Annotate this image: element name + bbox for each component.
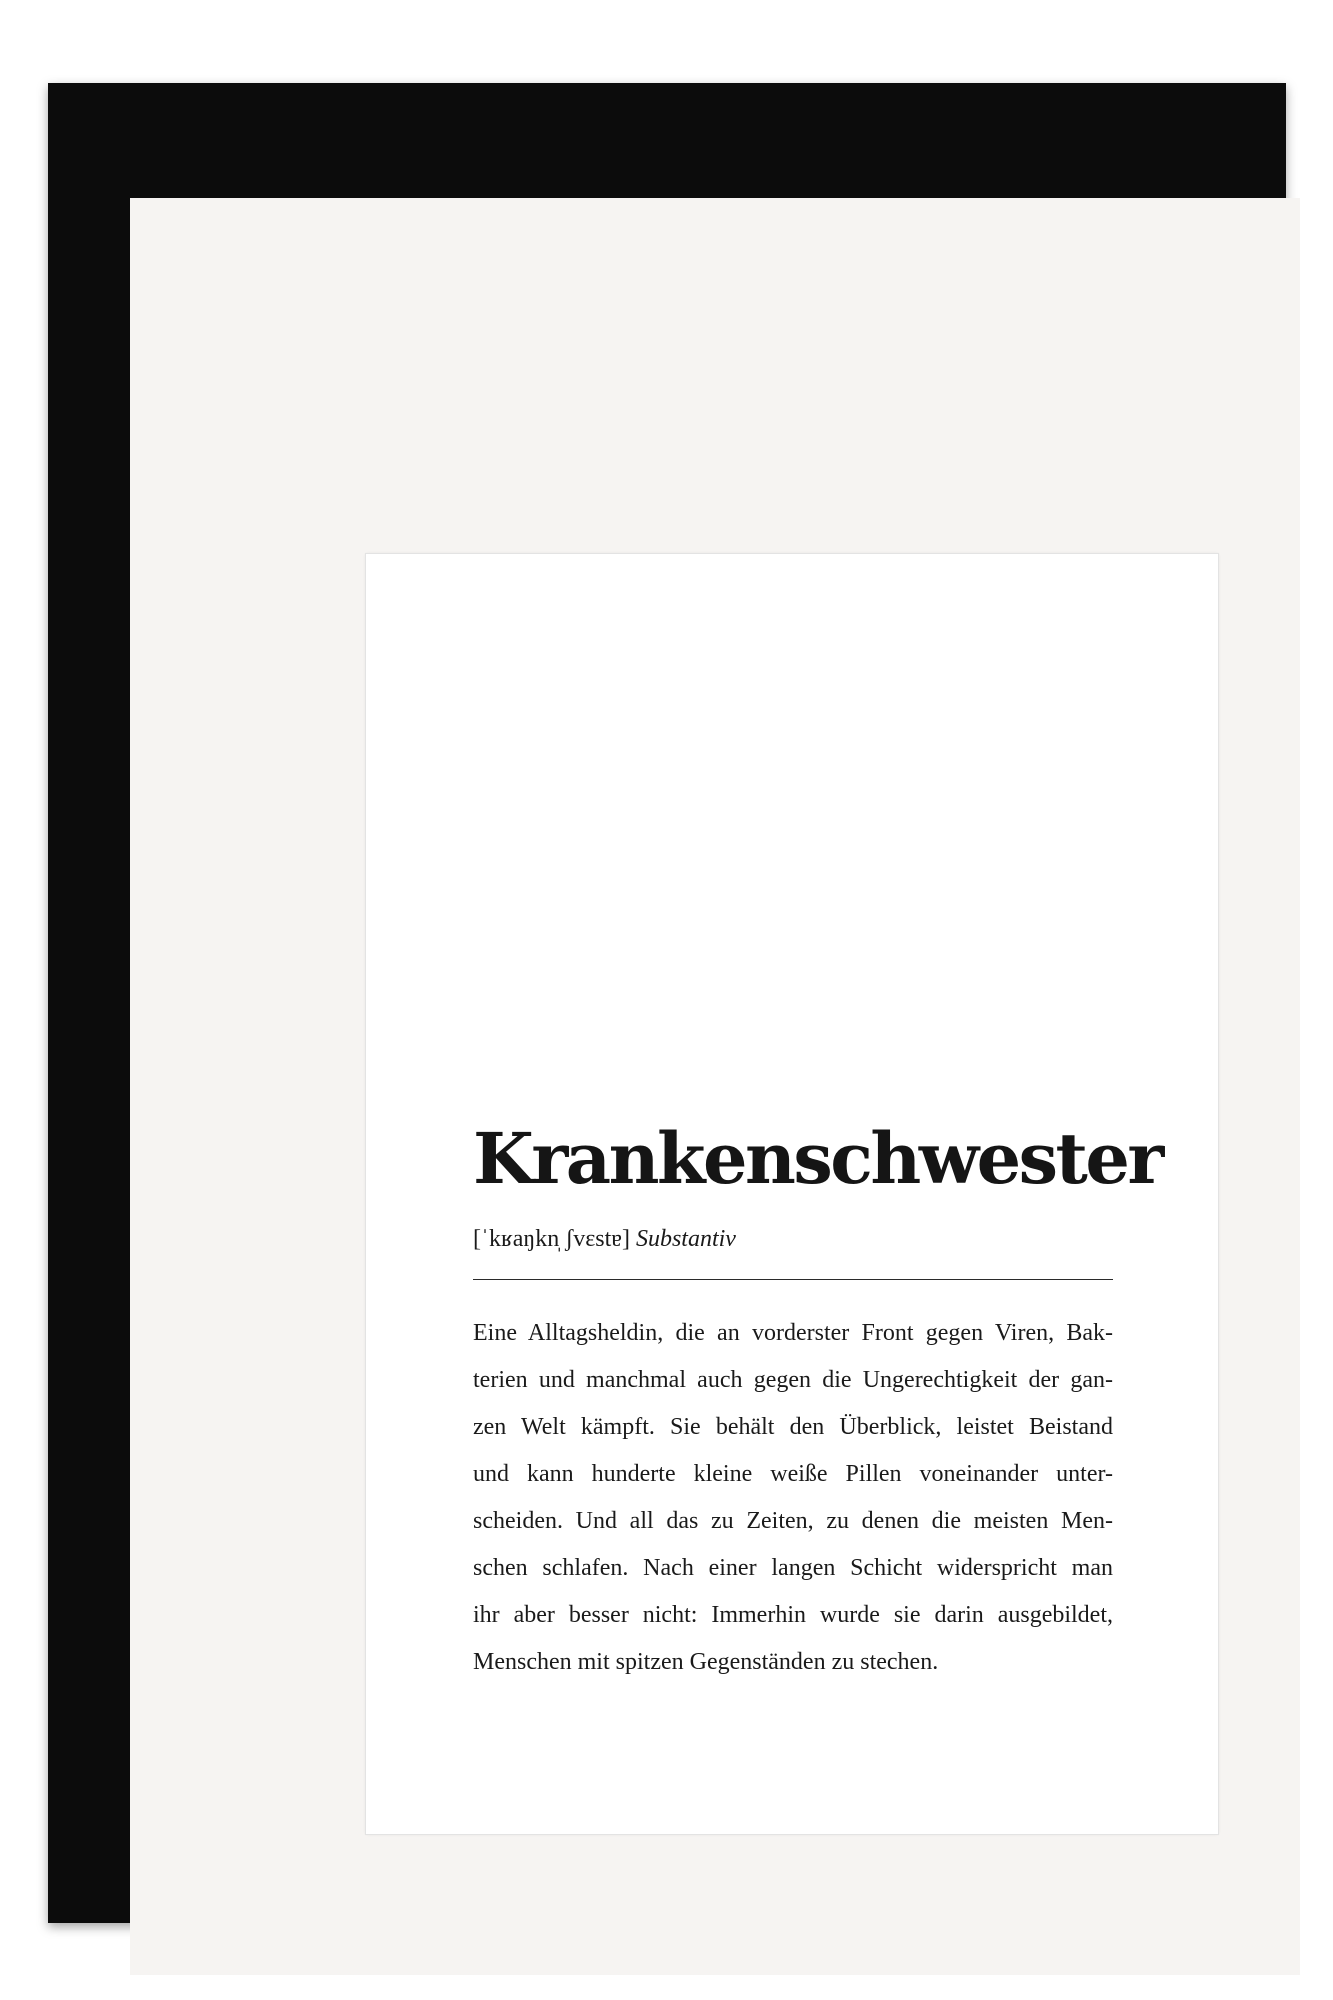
black-picture-frame bbox=[48, 83, 1286, 1923]
definition-print bbox=[366, 554, 1218, 1834]
divider-rule bbox=[473, 1279, 1113, 1280]
definition-line: zen Welt kämpft. Sie behält den Überblick, leistet Beistand bbox=[473, 1414, 1113, 1440]
definition-line: scheiden. Und all das zu Zeiten, zu denen die meisten Men- bbox=[473, 1508, 1113, 1534]
pronunciation: [ˈkʁaŋkn̩ ʃvɛstɐ] bbox=[473, 1226, 630, 1252]
part-of-speech: Substantiv bbox=[635, 1226, 736, 1252]
definition-line: terien und manchmal auch gegen die Ungerechtigkeit der gan- bbox=[473, 1367, 1113, 1393]
definition-line: schen schlafen. Nach einer langen Schicht widerspricht man bbox=[473, 1555, 1113, 1581]
definition-text bbox=[473, 1310, 1113, 1686]
definition-line: ihr aber besser nicht: Immerhin wurde sie darin ausgebildet, bbox=[473, 1602, 1113, 1628]
definition-line: und kann hunderte kleine weiße Pillen voneinander unter- bbox=[473, 1461, 1113, 1487]
passepartout-mat bbox=[130, 198, 1300, 1975]
definition-line: Menschen mit spitzen Gegenständen zu stechen. bbox=[473, 1649, 939, 1675]
pronunciation-line bbox=[473, 1226, 1113, 1253]
definition-block bbox=[473, 1117, 1162, 1686]
headword: Krankenschwester bbox=[473, 1117, 1162, 1200]
definition-line: Eine Alltagsheldin, die an vorderster Front gegen Viren, Bak- bbox=[473, 1320, 1113, 1346]
